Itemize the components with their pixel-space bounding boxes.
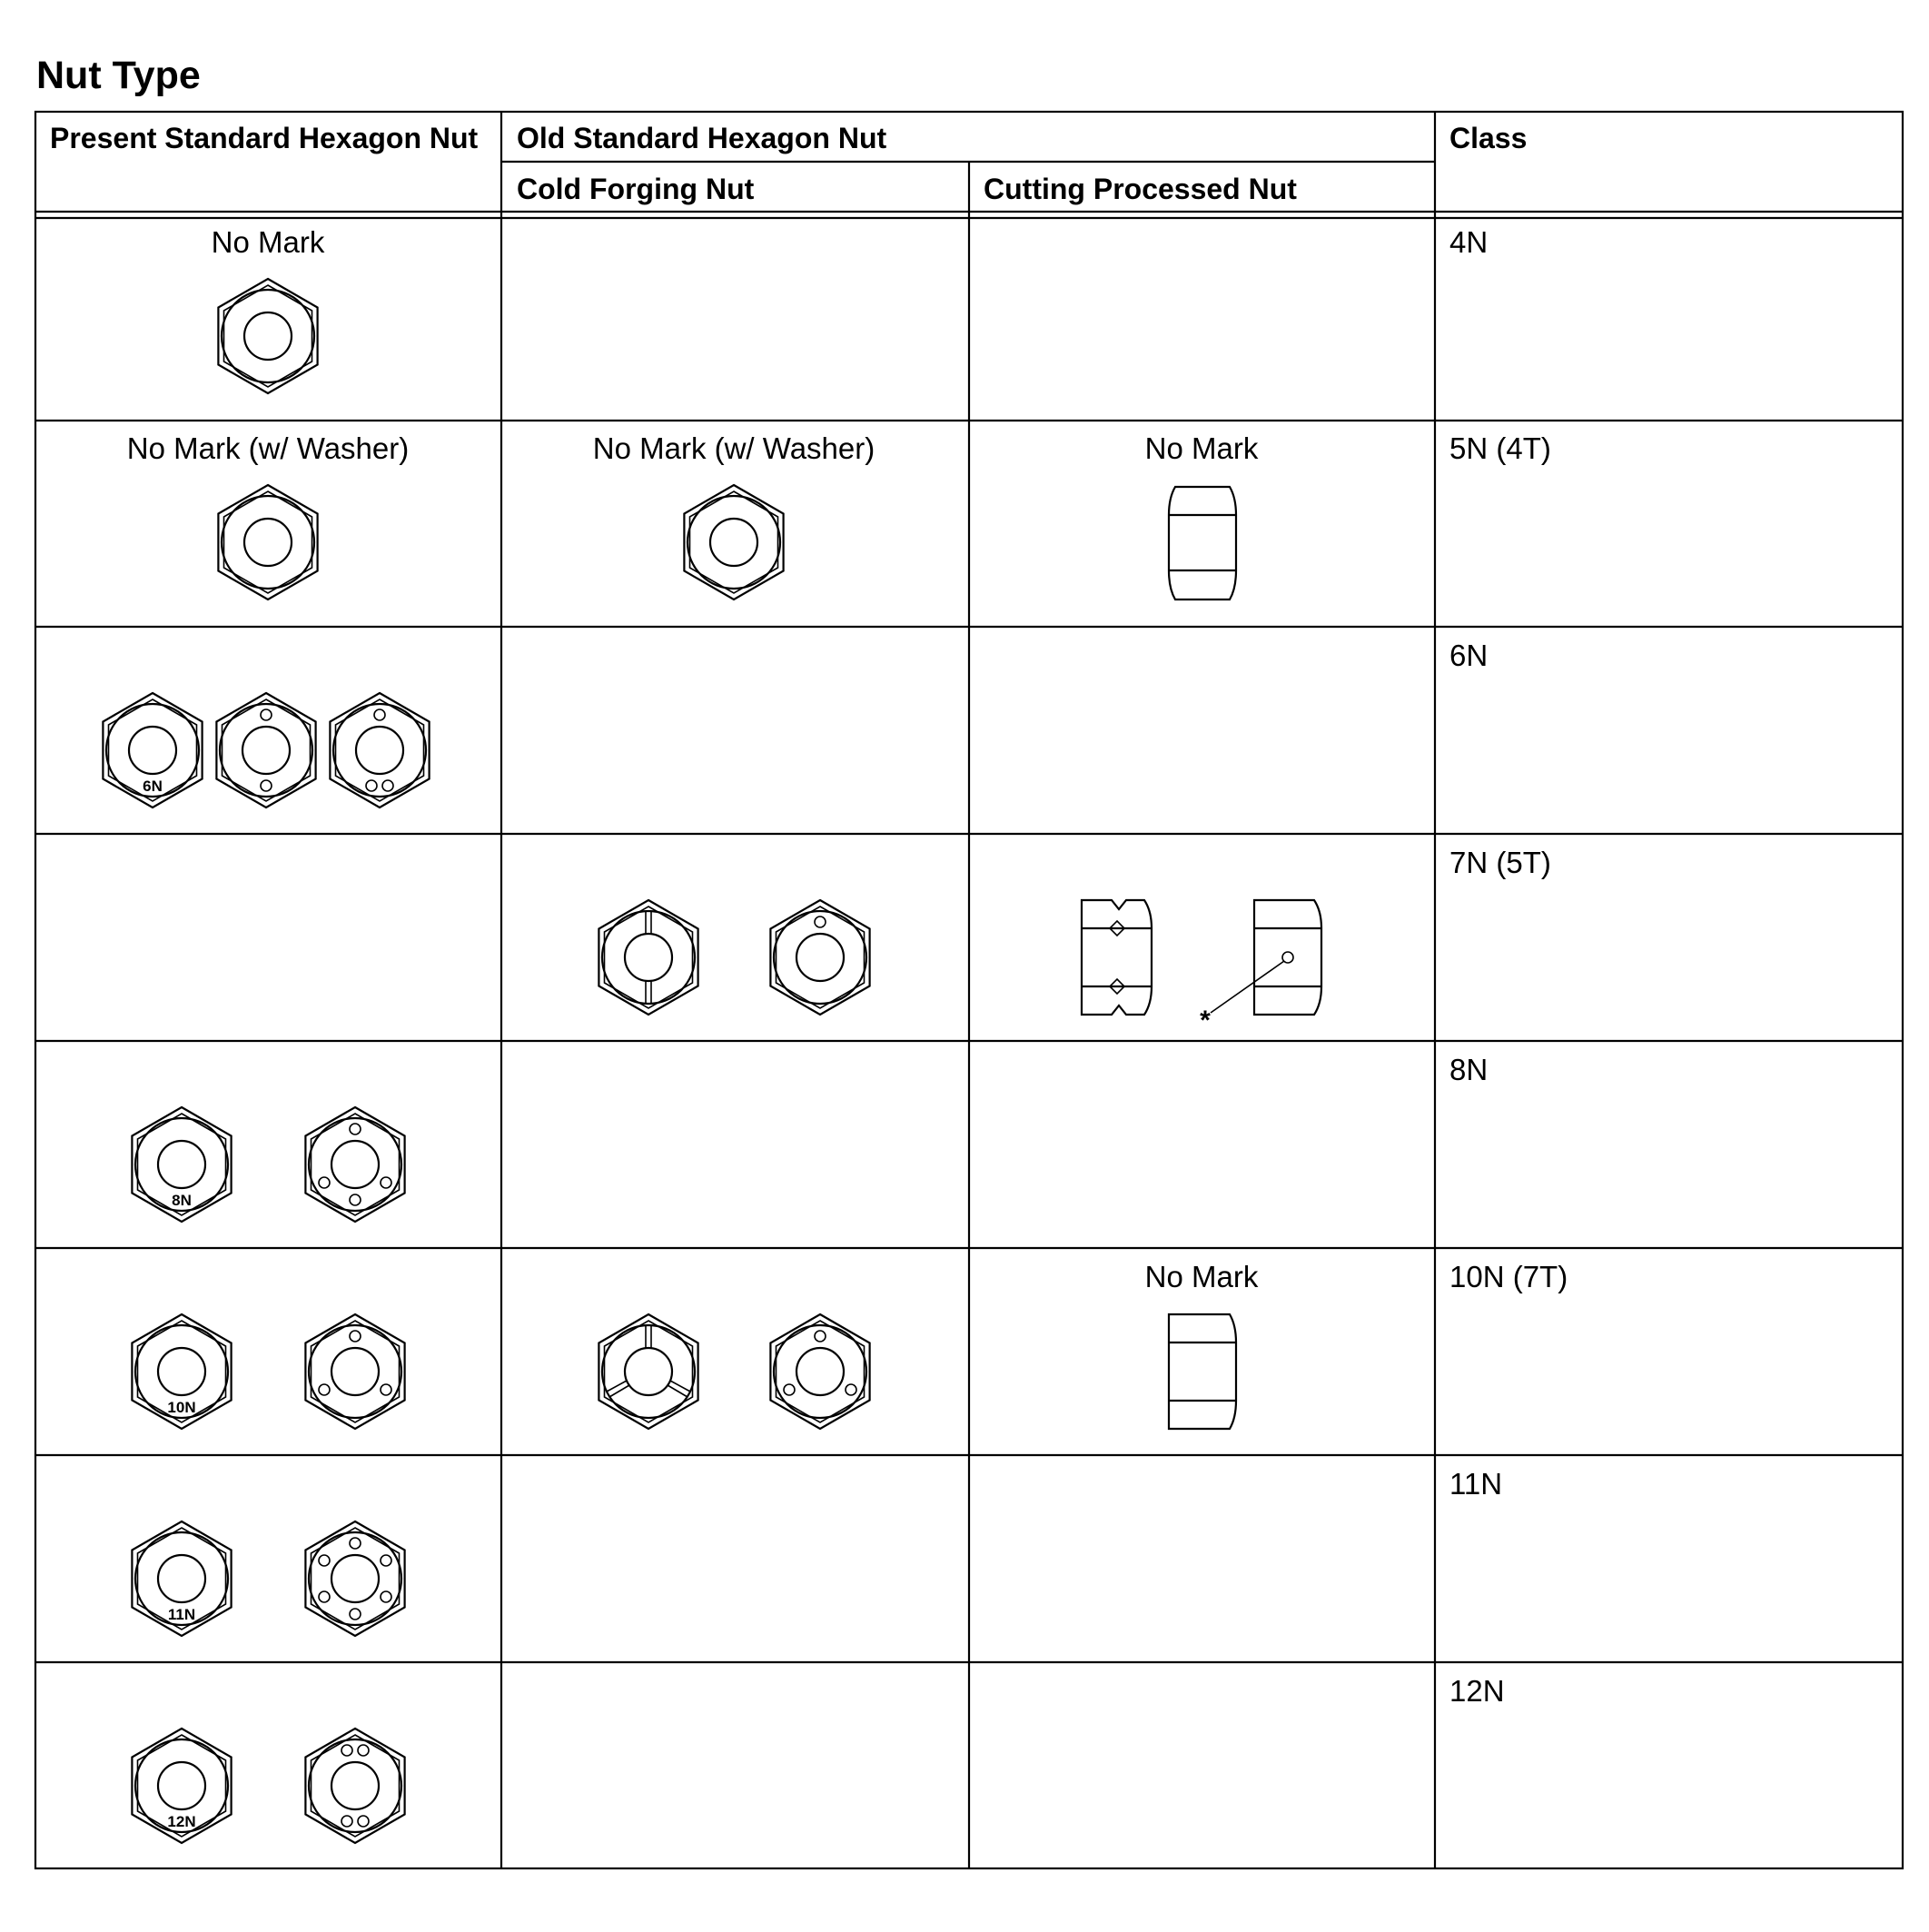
header-present-standard: Present Standard Hexagon Nut — [50, 122, 479, 154]
nut-side-view-with-mark-icon — [1211, 900, 1321, 1015]
class-value: 7N (5T) — [1449, 846, 1551, 879]
header-cutting-processed: Cutting Processed Nut — [984, 173, 1297, 205]
nut-mark-label: 11N — [167, 1606, 196, 1623]
hex-nut-6-dot-icon — [305, 1521, 404, 1636]
hex-nut-11n-mark-icon — [132, 1521, 231, 1636]
header-old-standard: Old Standard Hexagon Nut — [517, 122, 887, 154]
hex-nut-3-dot-icon — [770, 1314, 869, 1429]
present-caption: No Mark (w/ Washer) — [126, 431, 410, 465]
hex-nut-2-slot-icon — [598, 900, 697, 1015]
hex-nut-10n-mark-icon — [132, 1314, 231, 1429]
cutting-caption: No Mark — [1144, 431, 1259, 465]
nut-side-view-icon — [1169, 1314, 1236, 1429]
hex-nut-3-slot-icon — [598, 1314, 697, 1429]
header-class: Class — [1449, 122, 1528, 154]
asterisk-note: * — [1200, 1006, 1211, 1035]
class-value: 5N (4T) — [1449, 431, 1551, 465]
class-value: 11N — [1449, 1467, 1503, 1501]
class-value: 12N — [1449, 1674, 1505, 1708]
class-value: 4N — [1449, 225, 1489, 259]
hex-nut-12n-mark-icon — [132, 1729, 231, 1843]
hex-nut-double-dot-icon — [305, 1729, 404, 1843]
hex-nut-3-dot-icon — [330, 693, 429, 807]
nut-mark-label: 8N — [172, 1192, 192, 1209]
page-title: Nut Type — [36, 54, 201, 97]
hex-nut-3-dot-icon — [305, 1314, 404, 1429]
hex-nut-1-dot-icon — [770, 900, 869, 1015]
hex-nut-4-dot-icon — [305, 1107, 404, 1222]
nut-mark-label: 12N — [167, 1813, 196, 1830]
cutting-caption: No Mark — [1144, 1260, 1259, 1293]
header-cold-forging: Cold Forging Nut — [517, 173, 755, 205]
plain-hex-nut-icon — [218, 485, 317, 599]
hex-nut-8n-mark-icon — [132, 1107, 231, 1222]
cold-caption: No Mark (w/ Washer) — [592, 431, 875, 465]
notched-nut-side-view-icon — [1082, 900, 1152, 1015]
table-grid — [35, 112, 1903, 1868]
plain-hex-nut-icon — [684, 485, 783, 599]
hex-nut-6n-mark-icon — [103, 693, 202, 807]
hex-nut-2-dot-icon — [216, 693, 315, 807]
class-value: 6N — [1449, 639, 1489, 672]
present-caption: No Mark — [211, 225, 325, 259]
nut-mark-label: 10N — [167, 1399, 196, 1416]
class-value: 8N — [1449, 1053, 1489, 1086]
chamfered-nut-side-view-icon — [1169, 487, 1236, 599]
plain-hex-nut-icon — [218, 279, 317, 393]
class-value: 10N (7T) — [1449, 1260, 1568, 1293]
nut-mark-label: 6N — [143, 778, 163, 795]
